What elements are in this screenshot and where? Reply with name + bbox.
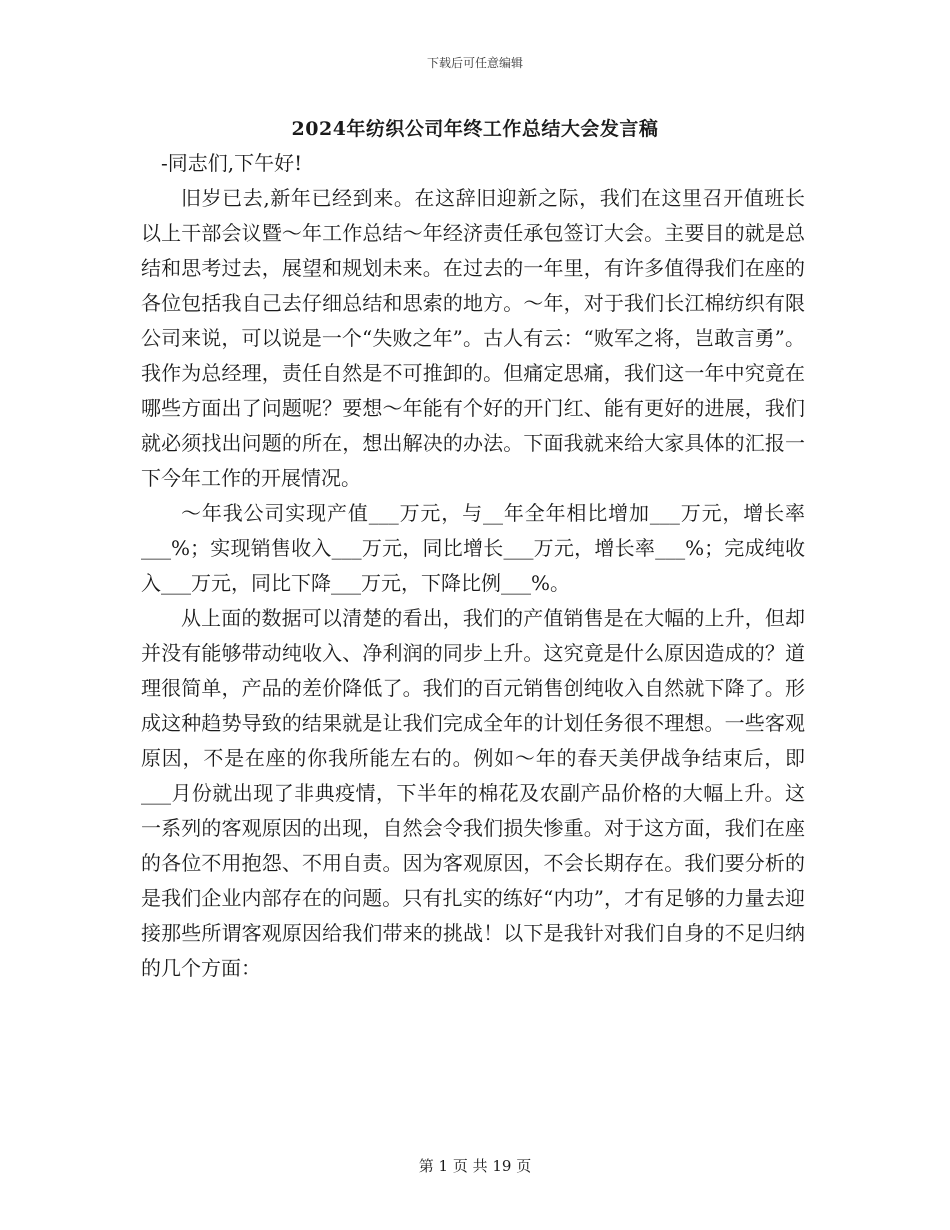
document-title: 2024年纺织公司年终工作总结大会发言稿 xyxy=(291,118,659,140)
body-paragraph: 从上面的数据可以清楚的看出，我们的产值销售是在大幅的上升，但却并没有能够带动纯收入、净利润的同步上升。这究竟是什么原因造成的？道理很简单，产品的差价降低了。我们的百元销售创纯收入自然就下降了。形成这种趋势导致的结果就是让我们完成全年的计划任务很不理想。一些客观原因，不是在座的你我所能左右的。例如～年的春天美伊战争结束后，即___月份就出现了非典疫情，下半年的棉花及农副产品价格的大幅上升。这一系列的客观原因的出现，自然会令我们损失惨重。对于这方面，我们在座的各位不用抱怨、不用自责。因为客观原因，不会长期存在。我们要分析的是我们企业内部存在的问题。只有扎实的练好“内功”，才有足够的力量去迎接那些所谓客观原因给我们带来的挑战！以下是我针对我们自身的不足归纳的几个方面： xyxy=(141,606,805,980)
page-number: 第 1 页 共 19 页 xyxy=(418,1157,532,1175)
body-paragraph: 旧岁已去,新年已经到来。在这辞旧迎新之际，我们在这里召开值班长以上干部会议暨～年工作总结～年经济责任承包签订大会。主要目的就是总结和思考过去，展望和规划未来。在过去的一年里，有许多值得我们在座的各位包括我自己去仔细总结和思索的地方。～年，对于我们长江棉纺织有限公司来说，可以说是一个“失败之年”。古人有云：“败军之将，岂敢言勇”。我作为总经理，责任自然是不可推卸的。但痛定思痛，我们这一年中究竟在哪些方面出了问题呢？要想～年能有个好的开门红、能有更好的进展，我们就必须找出问题的所在，想出解决的办法。下面我就来给大家具体的汇报一下今年工作的开展情况。 xyxy=(141,186,805,490)
header-note: 下载后可任意编辑 xyxy=(426,56,523,70)
body-paragraph: ～年我公司实现产值___万元，与__年全年相比增加___万元，增长率___%；实现销售收入___万元，同比增长___万元，增长率___%；完成纯收入___万元，同比下降___万元，下降比例___%。 xyxy=(141,501,805,595)
document-body xyxy=(141,146,805,986)
greeting-paragraph: -同志们,下午好! xyxy=(161,151,303,175)
